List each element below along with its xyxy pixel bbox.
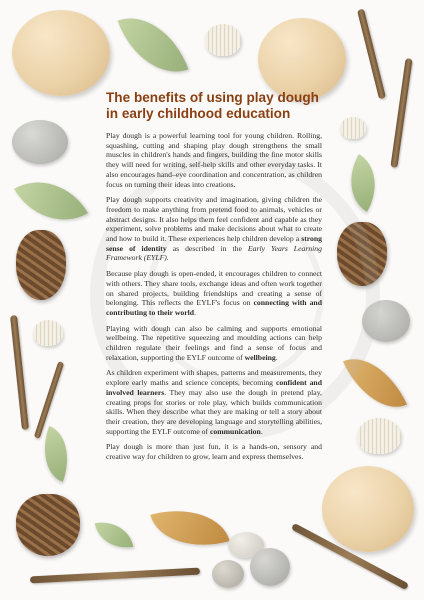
framework-reference: Early Years Learning Framework (EYLF).	[106, 243, 322, 263]
shell-top	[205, 24, 241, 56]
paragraph-text: as described in the	[166, 243, 248, 253]
stick-left-middle	[10, 315, 29, 430]
leaf-bottom-left	[95, 517, 134, 552]
paragraph-connection	[106, 269, 322, 318]
bold-phrase-wellbeing: wellbeing	[244, 352, 276, 362]
leaf-left-middle	[14, 163, 88, 239]
paragraph-wellbeing	[106, 324, 322, 363]
stick-bottom-left	[30, 568, 200, 584]
paragraph-text: Play dough supports creativity and imagination, giving children the freedom to make anything from pretend food to animals, vehicles or abstract designs. It also helps them feel confident and capable as they experiment, solve problems and make decisions about what to create and how to build it. These experiences help children develop a	[106, 195, 322, 244]
bold-phrase-communication: communication	[209, 426, 261, 436]
shell-right-upper	[340, 117, 366, 139]
paragraph-text: Playing with dough can also be calming and supports emotional wellbeing. The repetitive squeezing and moulding actions can help children regulate their feelings and find a sense of focus and relaxation, supporting the EYLF outcome of	[106, 323, 322, 362]
article	[106, 90, 322, 468]
play-dough-ball-top-right	[258, 18, 346, 100]
paragraph-text: .	[194, 307, 196, 317]
paragraph-text: . They may also use the dough in pretend play, creating props for stories or role play, which builds communication skills. When they describe what they are making or tell a story about their creation, they are developing language and storytelling abilities, supporting the EYLF outcome of	[106, 387, 322, 436]
paragraph-intro: Play dough is a powerful learning tool for young children. Rolling, squashing, cutting and shaping play dough strengthens the small muscles in children's hands and fingers, building the fine motor skills they will need for writing, self-help skills and other everyday tasks. It also encourages hand–eye coordination and concentration, as children focus on turning their ideas into creations.	[106, 131, 322, 189]
paragraph-text: Because play dough is open-ended, it encourages children to connect with others. They share tools, exchange ideas and often work together on shared projects, building friendships and creating a sense of belonging. This reflects the EYLF's focus on	[106, 269, 322, 308]
pebble-left-upper	[12, 120, 68, 164]
leaf-top-center	[118, 4, 189, 87]
shell-left-middle	[33, 320, 63, 346]
page-title: The benefits of using play dough in early childhood education	[106, 90, 319, 121]
stick-top-right	[357, 9, 386, 100]
pine-cone-left	[16, 230, 66, 300]
bold-phrase-identity: strong sense of identity	[106, 234, 322, 253]
bold-phrase-learners: confident and involved learners	[106, 378, 322, 397]
paragraph-text: .	[260, 426, 263, 436]
paragraph-creativity	[106, 195, 322, 263]
shell-right-lower	[357, 418, 401, 454]
pebble-bottom-center-2	[212, 560, 244, 588]
leaf-bottom-center	[150, 497, 230, 560]
paragraph-text: As children experiment with shapes, patterns and measurements, they explore early maths and science concepts, becoming	[106, 368, 322, 388]
paragraph-text: .	[275, 352, 278, 362]
pine-cone-bottom-left	[16, 494, 80, 556]
play-dough-ball-bottom-right	[322, 466, 414, 552]
pebble-bottom-center-3	[250, 548, 290, 586]
stick-right-upper	[390, 58, 412, 168]
bold-phrase-connecting: connecting with and contributing to their world	[106, 298, 322, 317]
play-dough-ball-top-left	[12, 10, 110, 96]
paragraph-learning	[106, 368, 322, 436]
paragraph-conclusion: Play dough is more than just fun, it is a hands-on, sensory and creative way for children to grow, learn and express themselves.	[106, 442, 322, 462]
